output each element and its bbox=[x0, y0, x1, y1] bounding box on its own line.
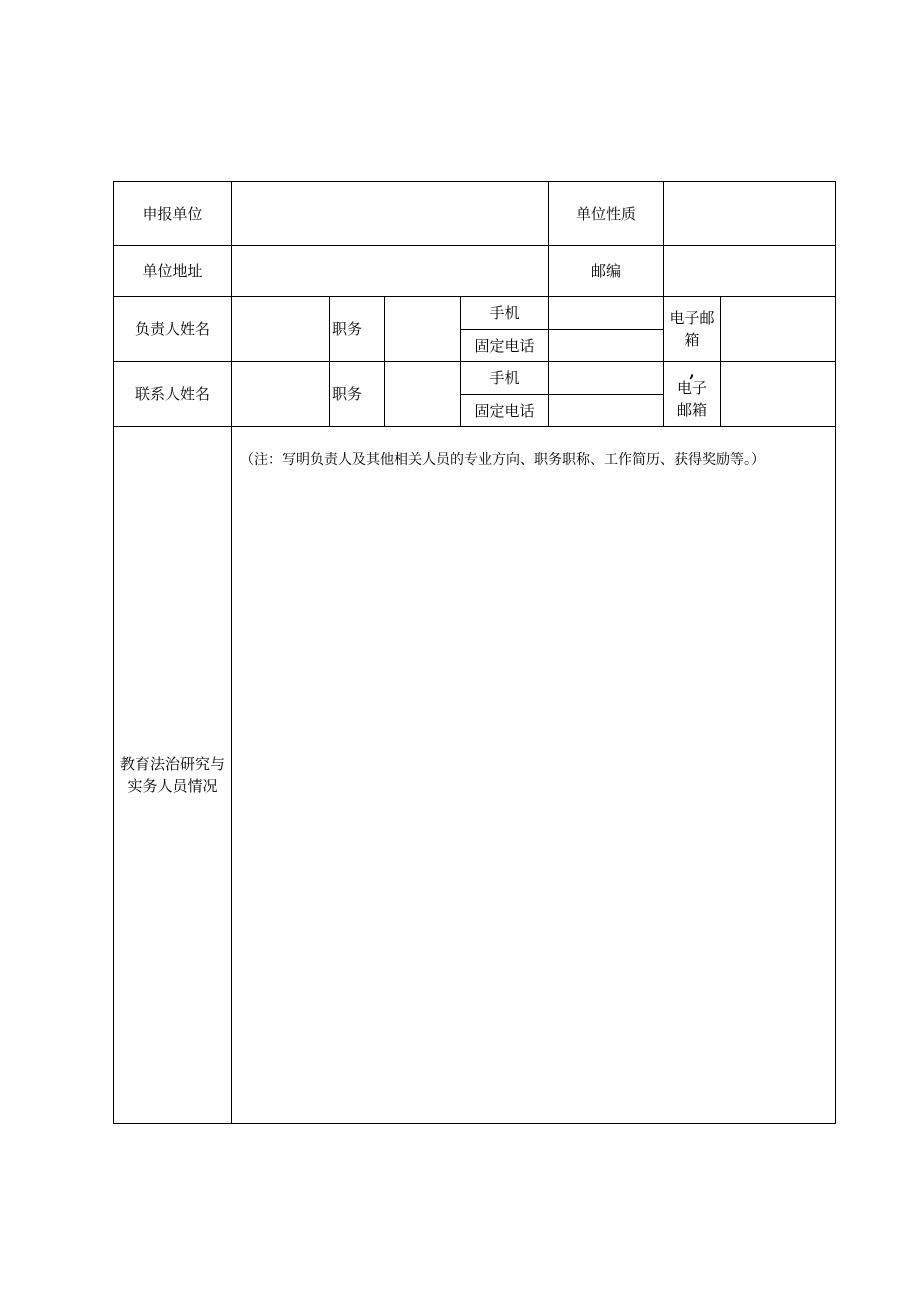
contact-email-field[interactable] bbox=[721, 362, 836, 427]
applicant-unit-label: 申报单位 bbox=[114, 182, 232, 246]
contact-email-label bbox=[664, 362, 721, 427]
contact-mobile-label: 手机 bbox=[461, 362, 549, 395]
responsible-mobile-field[interactable] bbox=[549, 297, 664, 330]
research-staff-note: （注：写明负责人及其他相关人员的专业方向、职务职称、工作简历、获得奖励等。） bbox=[240, 452, 765, 468]
contact-landline-label: 固定电话 bbox=[461, 395, 549, 427]
responsible-position-label: 职务 bbox=[330, 297, 385, 362]
unit-nature-label: 单位性质 bbox=[549, 182, 664, 246]
contact-name-label: 联系人姓名 bbox=[114, 362, 232, 427]
responsible-person-row bbox=[114, 297, 836, 330]
responsible-name-label: 负责人姓名 bbox=[114, 297, 232, 362]
contact-email-label-line2: 邮箱 bbox=[676, 401, 707, 419]
responsible-mobile-label: 手机 bbox=[461, 297, 549, 330]
responsible-name-field[interactable] bbox=[232, 297, 330, 362]
applicant-unit-row bbox=[114, 182, 836, 246]
research-staff-label-line2: 实务人员情况 bbox=[127, 777, 218, 795]
contact-position-label: 职务 bbox=[330, 362, 385, 427]
responsible-email-label-line2: 箱 bbox=[684, 331, 700, 349]
research-staff-label-line1: 教育法治研究与 bbox=[119, 755, 225, 773]
application-form-table bbox=[113, 181, 836, 1124]
contact-person-row bbox=[114, 362, 836, 395]
research-staff-row bbox=[114, 427, 836, 1124]
responsible-landline-field[interactable] bbox=[549, 330, 664, 362]
unit-address-field[interactable] bbox=[232, 246, 549, 297]
postcode-field[interactable] bbox=[664, 246, 836, 297]
contact-email-mark: , bbox=[689, 363, 695, 381]
responsible-email-field[interactable] bbox=[721, 297, 836, 362]
contact-name-field[interactable] bbox=[232, 362, 330, 427]
responsible-email-label-line1: 电子邮 bbox=[669, 309, 715, 327]
unit-address-row bbox=[114, 246, 836, 297]
research-staff-field[interactable] bbox=[232, 427, 836, 1124]
contact-mobile-field[interactable] bbox=[549, 362, 664, 395]
postcode-label: 邮编 bbox=[549, 246, 664, 297]
contact-email-label-line1: 电子 bbox=[676, 379, 707, 397]
applicant-unit-field[interactable] bbox=[232, 182, 549, 246]
responsible-email-label bbox=[664, 297, 721, 362]
contact-landline-field[interactable] bbox=[549, 395, 664, 427]
responsible-position-field[interactable] bbox=[385, 297, 461, 362]
unit-nature-field[interactable] bbox=[664, 182, 836, 246]
contact-position-field[interactable] bbox=[385, 362, 461, 427]
responsible-landline-label: 固定电话 bbox=[461, 330, 549, 362]
unit-address-label: 单位地址 bbox=[114, 246, 232, 297]
research-staff-label bbox=[114, 427, 232, 1124]
